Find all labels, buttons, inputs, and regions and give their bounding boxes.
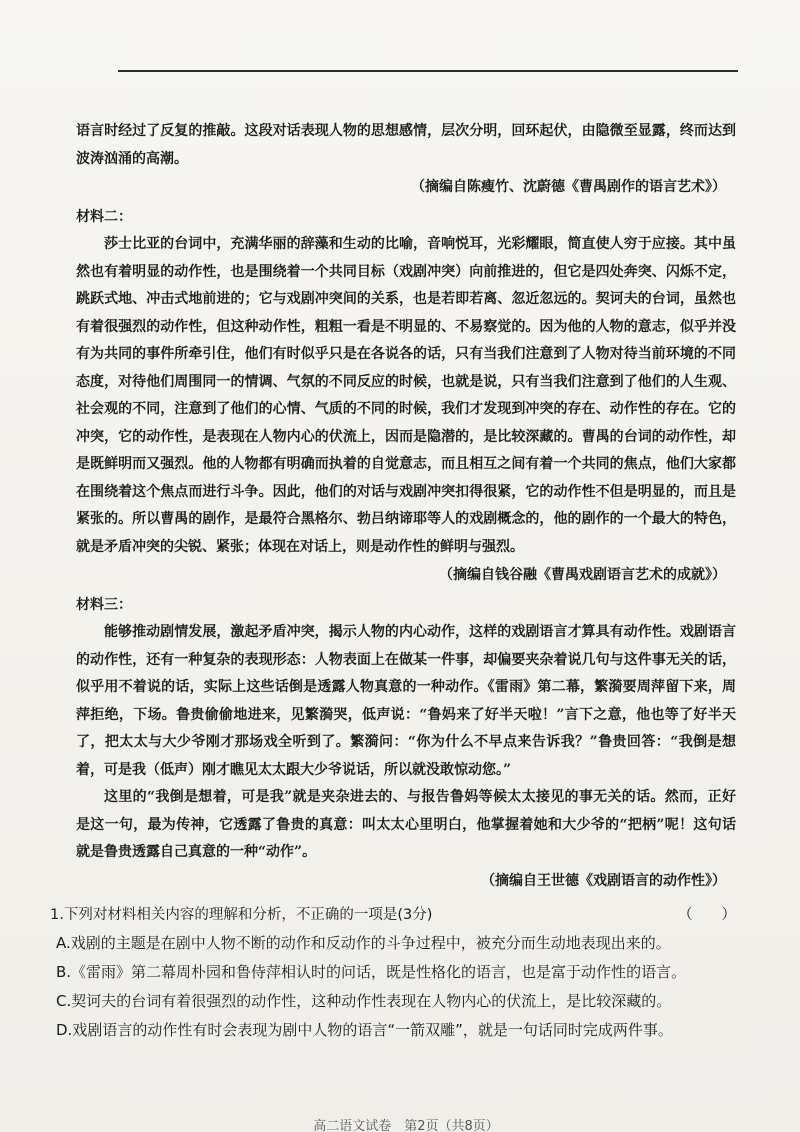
question-1-stem-text: 1.下列对材料相关内容的理解和分析，不正确的一项是(3分): [50, 906, 433, 923]
header-rule: [118, 70, 738, 72]
material2-paragraph: 莎士比亚的台词中，充满华丽的辞藻和生动的比喻，音响悦耳，光彩耀眼，简直使人穷于应接。其中虽然也有着明显的动作性，也是围绕着一个共同目标（戏剧冲突）向前推进的，但它是四处奔突、闪烁不定，跳跃式地、冲击式地前进的；它与戏剧冲突间的关系，也是若即若离、忽近忽远的。契诃夫的台词，虽然也有着很强烈的动作性，但这种动作性，粗粗一看是不明显的、不易察觉的。因为他的人物的意志，似乎并没有为共同的事件所牵引住，他们有时似乎只是在各说各的话，只有当我们注意到了人物对待当前环境的不同态度，对待他们周围同一的情调、气氛的不同反应的时候，也就是说，只有当我们注意到了他们的人生观、社会观的不同，注意到了他们的心情、气质的不同的时候，我们才发现到冲突的存在、动作性的存在。它的冲突，它的动作性，是表现在人物内心的伏流上，因而是隐潜的，是比较深藏的。曹禺的台词的动作性，却是既鲜明而又强烈。他的人物都有明确而执着的自觉意志，而且相互之间有着一个共同的焦点，他们大家都在围绕着这个焦点而进行斗争。因此，他们的对话与戏剧冲突扣得很紧，它的动作性不但是明显的，而且是紧张的。所以曹禺的剧作，是最符合黑格尔、勃吕纳谛耶等人的戏剧概念的，他的剧作的一个最大的特色，就是矛盾冲突的尖锐、紧张；体现在对话上，则是动作性的鲜明与强烈。: [76, 236, 736, 555]
material3-paragraph-1: 能够推动剧情发展，激起矛盾冲突，揭示人物的内心动作，这样的戏剧语言才算具有动作性。戏剧语言的动作性，还有一种复杂的表现形态：人物表面上在做某一件事，却偏要夹杂着说几句与这件事无关的话，似乎用不着说的话，实际上这些话倒是透露人物真意的一种动作。《雷雨》第二幕，繁漪要周萍留下来，周萍拒绝，下场。鲁贵偷偷地进来，见繁漪哭，低声说：“鲁妈来了好半天啦！”言下之意，他也等了好半天了，把太太与大少爷刚才那场戏全听到了。繁漪问：“你为什么不早点来告诉我？”鲁贵回答：“我倒是想着，可是我（低声）刚才瞧见太太跟大少爷说话，所以就没敢惊动您。”: [76, 624, 736, 778]
material2-source: （摘编自钱谷融《曹禺戏剧语言艺术的成就》）: [439, 567, 726, 583]
material1-source: （摘编自陈瘦竹、沈蔚德《曹禺剧作的语言艺术》）: [411, 179, 726, 195]
answer-bracket: （ ）: [678, 906, 736, 923]
material3-source: （摘编自王世德《戏剧语言的动作性》）: [481, 872, 726, 889]
material2-heading: 材料二：: [76, 209, 132, 225]
option-d: D.戏剧语言的动作性有时会表现为剧中人物的语言“一箭双雕”，就是一句话同时完成两件事。: [56, 1020, 673, 1039]
option-c: C.契诃夫的台词有着很强烈的动作性，这种动作性表现在人物内心的伏流上，是比较深藏的。: [56, 991, 672, 1010]
material3-paragraph-2: 这里的“我倒是想着，可是我”就是夹杂进去的、与报告鲁妈等候太太接见的事无关的话。然而，正好是这一句，最为传神，它透露了鲁贵的真意：叫太太心里明白，他掌握着她和大少爷的“把柄”呢！这句话就是鲁贵透露自己真意的一种“动作”。: [76, 789, 736, 860]
question-1: [50, 901, 736, 1045]
page-footer: 高二语文试卷 第2页（共8页）: [313, 1119, 499, 1132]
option-b: B.《雷雨》第二幕周朴园和鲁侍萍相认时的问话，既是性格化的语言，也是富于动作性的语言。: [56, 962, 687, 981]
material1-tail-paragraph: 语言时经过了反复的推敲。这段对话表现人物的思想感情，层次分明，回环起伏，由隐微至显露，终而达到波涛汹涌的高潮。: [76, 123, 736, 167]
option-a: A.戏剧的主题是在剧中人物不断的动作和反动作的斗争过程中，被充分而生动地表现出来的。: [56, 933, 671, 952]
question-1-stem: [50, 901, 736, 929]
material3-heading: 材料三：: [76, 597, 132, 613]
